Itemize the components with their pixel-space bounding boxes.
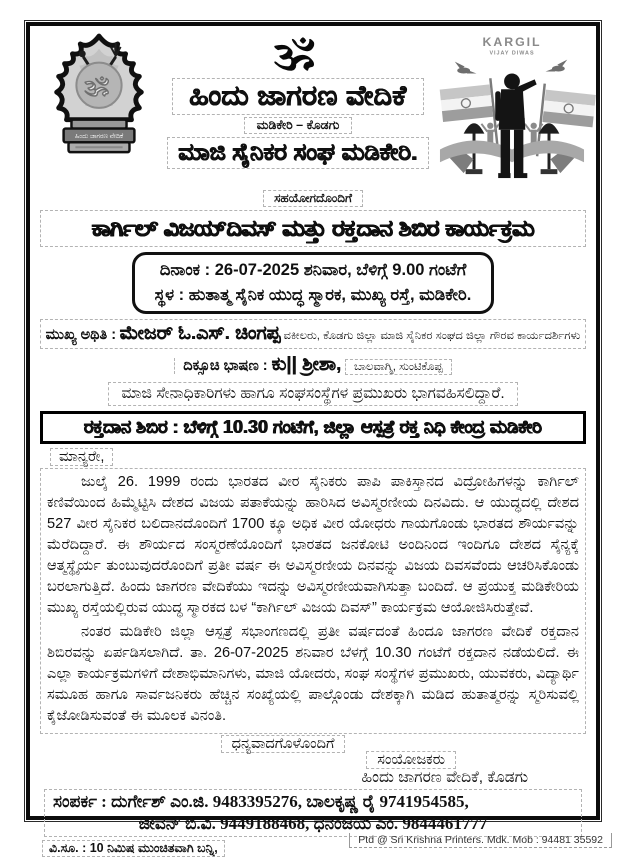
thanks-line: ಧನ್ಯವಾದಗೊಳೊಂದಿಗೆ [40, 736, 526, 752]
main-heading: ಕಾರ್ಗಿಲ್ ವಿಜಯ್‌ದಿವಸ್ ಮತ್ತು ರಕ್ತದಾನ ಶಿಬಿರ ಕಾರ್ಯಕ್ರಮ [40, 210, 586, 247]
kargil-badge-subtitle: VIJAY DIWAS [489, 50, 535, 57]
ribbon-banner [440, 141, 584, 174]
dove-icon [546, 60, 568, 72]
soldier-icon [495, 73, 536, 178]
collaboration-label: ಸಹಯೋಗದೊಂದಿಗೆ [263, 190, 363, 207]
header [40, 29, 586, 189]
participants-note: ಮಾಜಿ ಸೇನಾಧಿಕಾರಿಗಳು ಹಾಗೂ ಸಂಘಸಂಸ್ಥೆಗಳ ಪ್ರಮುಖರು ಭಾಗವಹಿಸಲಿದ್ದಾರೆ. [108, 382, 517, 406]
chief-guest-line [40, 319, 586, 349]
assoc-title: ಮಾಜಿ ಸೈನಿಕರ ಸಂಘ ಮಡಿಕೇರಿ. [167, 137, 428, 169]
schedule-box [132, 252, 495, 314]
kargil-graphic [438, 32, 586, 189]
keynote-line [40, 352, 586, 378]
body-paragraph: ನಂತರ ಮಡಿಕೇರಿ ಜಿಲ್ಲಾ ಆಸ್ಪತ್ರೆ ಸಭಾಂಗಣದಲ್ಲಿ ಪ್ರತೀ ವರ್ಷದಂತೆ ಹಿಂದೂ ಜಾಗರಣ ವೇದಿಕೆ ರಕ್ತದಾನ ಶಿಬಿರವನ್ನು ಏರ್ಪಡಿಸಲಾಗಿದೆ. ತಾ. 26-07-2025 ಶನಿವಾರ ಬೆಳಗ್ಗೆ 10.30 ಗಂಟೆಗೆ ರಕ್ತದಾನ ನಡೆಯಲಿದೆ. ಈ ಎಲ್ಲಾ ಕಾರ್ಯಕ್ರಮಗಳಿಗೆ ದೇಶಾಭಿಮಾನಿಗಳು, ಮಾಜಿ ಯೋದರು, ಸಂಘ ಸಂಸ್ಥೆಗಳ ಪ್ರಮುಖರು, ಯುವಕರು, ವಿದ್ಯಾರ್ಥಿ ಸಮೂಹ ಹಾಗೂ ಸಾರ್ವಜನಿಕರು ಹೆಚ್ಚಿನ ಸಂಖ್ಯೆಯಲ್ಲಿ ಪಾಲ್ಗೊಂಡು ದೇಶಕ್ಕಾಗಿ ಮಡಿದ ಹುತಾತ್ಮರನ್ನು ಸ್ಮರಿಸುವಲ್ಲಿ ಕೈಜೋಡಿಸುವಂತೆ ಈ ಮೂಲಕ ವಿನಂತಿ. [47, 623, 579, 724]
ps-note: ವಿ.ಸೂ. : 10 ನಿಮಿಷ ಮುಂಚಿತವಾಗಿ ಬನ್ನಿ, [42, 840, 225, 857]
kargil-badge-title: KARGIL [482, 34, 542, 49]
body-paragraph: ಜುಲೈ 26. 1999 ರಂದು ಭಾರತದ ವೀರ ಸೈನಿಕರು ಪಾಪಿ ಪಾಕಿಸ್ತಾನದ ವಿದ್ರೋಹಿಗಳನ್ನು ಕಾರ್ಗಿಲ್ ಕಣಿವೆಯಿಂದ ಹಿಮ್ಮೆಟ್ಟಿಸಿ ದೇಶದ ವಿಜಯ ಪತಾಕೆಯನ್ನು ಹಾರಿಸಿದ ಅವಿಸ್ಮರಣೀಯ ದಿನವಿದು. ಆ ಯುದ್ಧದಲ್ಲಿ ದೇಶದ 527 ವೀರ ಸೈನಿಕರ ಬಲಿದಾನದೊಂದಿಗೆ 1700 ಕ್ಕೂ ಅಧಿಕ ವೀರ ಯೋಧರು ಗಾಯಗೊಂಡು ಭಾರತದ ಶೌರ್ಯವನ್ನು ಮೆರೆದಿದ್ದಾರೆ. ಈ ಶೌರ್ಯದ ಸಂಸ್ಮರಣೆಯೊಂದಿಗೆ ಭಾರತದ ಜನಕೋಟಿ ಅಂದಿನಿಂದ ಇಂದಿಗೂ ದೇಶದ ಸೈನ್ಯಕ್ಕೆ ಆತ್ಮಸ್ಥೈರ್ಯ ತುಂಬುವುದರೊಂದಿಗೆ ಪ್ರತೀ ವರ್ಷ ಈ ಅವಿಸ್ಮರಣೀಯ ದಿನವನ್ನು ವಿಜಯ ದಿವಸವೆಂದು ಆಚರಿಸಿಕೊಂಡು ಬರಲಾಗುತ್ತಿದೆ. ಹಿಂದು ಜಾಗರಣ ವೇದಿಕೆಯು ಇದನ್ನು ಅವಿಸ್ಮರಣೀಯವಾಗಿಸುತ್ತಾ ಬಂದಿದೆ. ಆ ಪ್ರಯುಕ್ತ ಮಡಿಕೇರಿಯ ಮುಖ್ಯ ರಸ್ತೆಯಲ್ಲಿರುವ ಯುದ್ಧ ಸ್ಮಾರಕದ ಬಳ “ಕಾರ್ಗಿಲ್ ವಿಜಯ ದಿವಸ್” ಕಾರ್ಯಕ್ರಮ ಆಯೋಜಿಸಿರುತ್ತೇವೆ. [47, 473, 579, 616]
org-subtitle: ಮಡಿಕೇರಿ – ಕೊಡಗು [244, 117, 353, 134]
event-venue-line: ಸ್ಥಳ : ಹುತಾತ್ಮ ಸೈನಿಕ ಯುದ್ಧ ಸ್ಮಾರಕ, ಮುಖ್ಯ ರಸ್ತೆ, ಮಡಿಕೇರಿ. [154, 285, 472, 304]
logo-caption: ಹಿಂದು ಜಾಗರಣ ವೇದಿಕೆ [74, 132, 124, 140]
contact-line-2: ಜೀವನ್ ಬಿ.ವಿ. 9449188468, ಧನಂಜಯ ಎಂ. 9844461777 [138, 813, 488, 833]
chief-guest-label: ಮುಖ್ಯ ಅಥಿತಿ : [45, 326, 117, 343]
blood-camp-banner: ರಕ್ತದಾನ ಶಿಬಿರ : ಬೆಳಿಗ್ಗೆ 10.30 ಗಂಟೆಗೆ, ಜಿಲ್ಲಾ ಆಸ್ಪತ್ರೆ ರಕ್ತ ನಿಧಿ ಕೇಂದ್ರ ಮಡಿಕೇರಿ [40, 411, 586, 444]
chief-guest-desc: ವಕೀಲರು, ಕೊಡಗು ಜಿಲ್ಲಾ ಮಾಜಿ ಸೈನಿಕರ ಸಂಘದ ಜಿಲ್ಲಾ ಗೌರವ ಕಾರ್ಯದರ್ಶಿಗಳು [283, 329, 581, 342]
salutation: ಮಾನ್ಯರೇ, [50, 448, 113, 466]
org-title: ಹಿಂದು ಜಾಗರಣ ವೇದಿಕೆ [172, 78, 423, 115]
mace-icon [79, 50, 86, 57]
keynote-speaker-desc: ಬಾಲವಾಗ್ಮಿ, ಸುಂಟಿಕೊಪ್ಪ [345, 359, 452, 375]
flame-om-icon [40, 32, 158, 172]
keynote-label: ದಿಕ್ಸೂಚಿ ಭಾಷಣ : [174, 358, 267, 374]
contacts-box [44, 789, 582, 837]
om-small-icon: ॐ [85, 71, 113, 102]
dove-icon [455, 62, 477, 74]
event-date-line: ದಿನಾಂಕ : 26-07-2025 ಶನಿವಾರ, ಬೆಳಿಗ್ಗೆ 9.00 ಗಂಟೆಗೆ [159, 261, 467, 279]
letter-body [40, 468, 586, 734]
organizers-name: ಹಿಂದು ಜಾಗರಣ ವೇದಿಕೆ, ಕೊಡಗು [361, 768, 528, 786]
printer-credit: Ptd @ Sri Krishna Printers. Mdk. Mob : 94481 35592 [349, 833, 612, 848]
header-titles [162, 29, 434, 169]
flame-emblem-logo [40, 32, 158, 177]
closing-block [40, 736, 586, 787]
chief-guest-name: ಮೇಜರ್ ಓ.ಎಸ್. ಚಿಂಗಪ್ಪ [119, 322, 281, 344]
contact-line-1: ಸಂಪರ್ಕ : ದುರ್ಗೇಶ್ ಎಂ.ಜಿ. 9483395276, ಬಾಲಕೃಷ್ಣ ರೈ 9741954585, [53, 791, 469, 811]
om-icon: ॐ [274, 29, 322, 78]
organizers-label: ಸಂಯೋಜಕರು [40, 752, 456, 768]
kargil-vijay-diwas-art [438, 32, 586, 184]
keynote-speaker-name: ಕು|| ಶ್ರೀಶಾ, [271, 353, 342, 375]
